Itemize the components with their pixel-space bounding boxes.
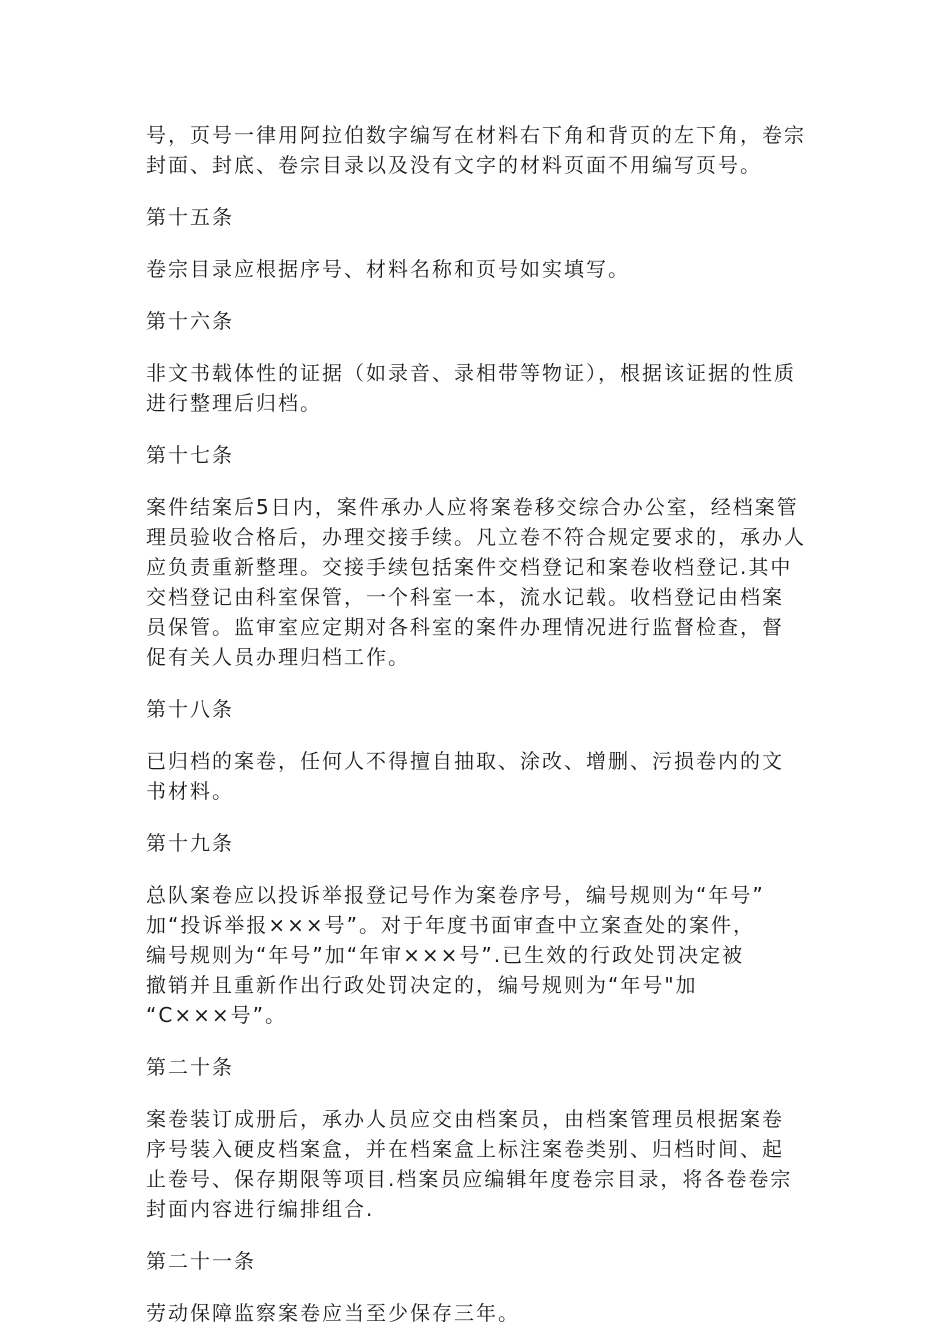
paragraph-continuation: 号，页号一律用阿拉伯数字编写在材料右下角和背页的左下角，卷宗 封面、封底、卷宗目录以及没有文字的材料页面不用编写页号。 xyxy=(146,123,806,177)
article-heading-20: 第二十条 xyxy=(146,1055,234,1079)
article-heading-15: 第十五条 xyxy=(146,205,234,229)
article-16-body: 非文书载体性的证据（如录音、录相带等物证），根据该证据的性质 进行整理后归档。 xyxy=(146,361,796,415)
article-15-body: 卷宗目录应根据序号、材料名称和页号如实填写。 xyxy=(146,257,630,281)
article-20-body: 案卷装订成册后，承办人员应交由档案员，由档案管理员根据案卷 序号装入硬皮档案盒，并在档案盒上标注案卷类别、归档时间、起 止卷号、保存期限等项目.档案员应编辑年度卷宗目录，将各卷卷宗 封面内容进行编排组合. xyxy=(146,1107,793,1221)
article-heading-16: 第十六条 xyxy=(146,309,234,333)
article-heading-21: 第二十一条 xyxy=(146,1249,256,1273)
document-page xyxy=(146,120,806,1328)
article-19-body: 总队案卷应以投诉举报登记号作为案卷序号，编号规则为“年号” 加“投诉举报×××号”。对于年度书面审查中立案查处的案件， 编号规则为“年号”加“年审×××号”.已生效的行政处罚决定被 撤销并且重新作出行政处罚决定的，编号规则为“年号"加 “C×××号”。 xyxy=(146,883,765,1027)
article-heading-18: 第十八条 xyxy=(146,697,234,721)
article-heading-19: 第十九条 xyxy=(146,831,234,855)
article-17-body: 案件结案后5日内，案件承办人应将案卷移交综合办公室，经档案管 理员验收合格后，办理交接手续。凡立卷不符合规定要求的，承办人 应负责重新整理。交接手续包括案件交档登记和案卷收档登记.其中 交档登记由科室保管，一个科室一本，流水记载。收档登记由档案 员保管。监审室应定期对各科室的案件办理情况进行监督检查，督 促有关人员办理归档工作。 xyxy=(146,495,806,669)
article-18-body: 已归档的案卷，任何人不得擅自抽取、涂改、增删、污损卷内的文 书材料。 xyxy=(146,749,784,803)
article-heading-17: 第十七条 xyxy=(146,443,234,467)
article-21-body: 劳动保障监察案卷应当至少保存三年。 xyxy=(146,1301,520,1325)
